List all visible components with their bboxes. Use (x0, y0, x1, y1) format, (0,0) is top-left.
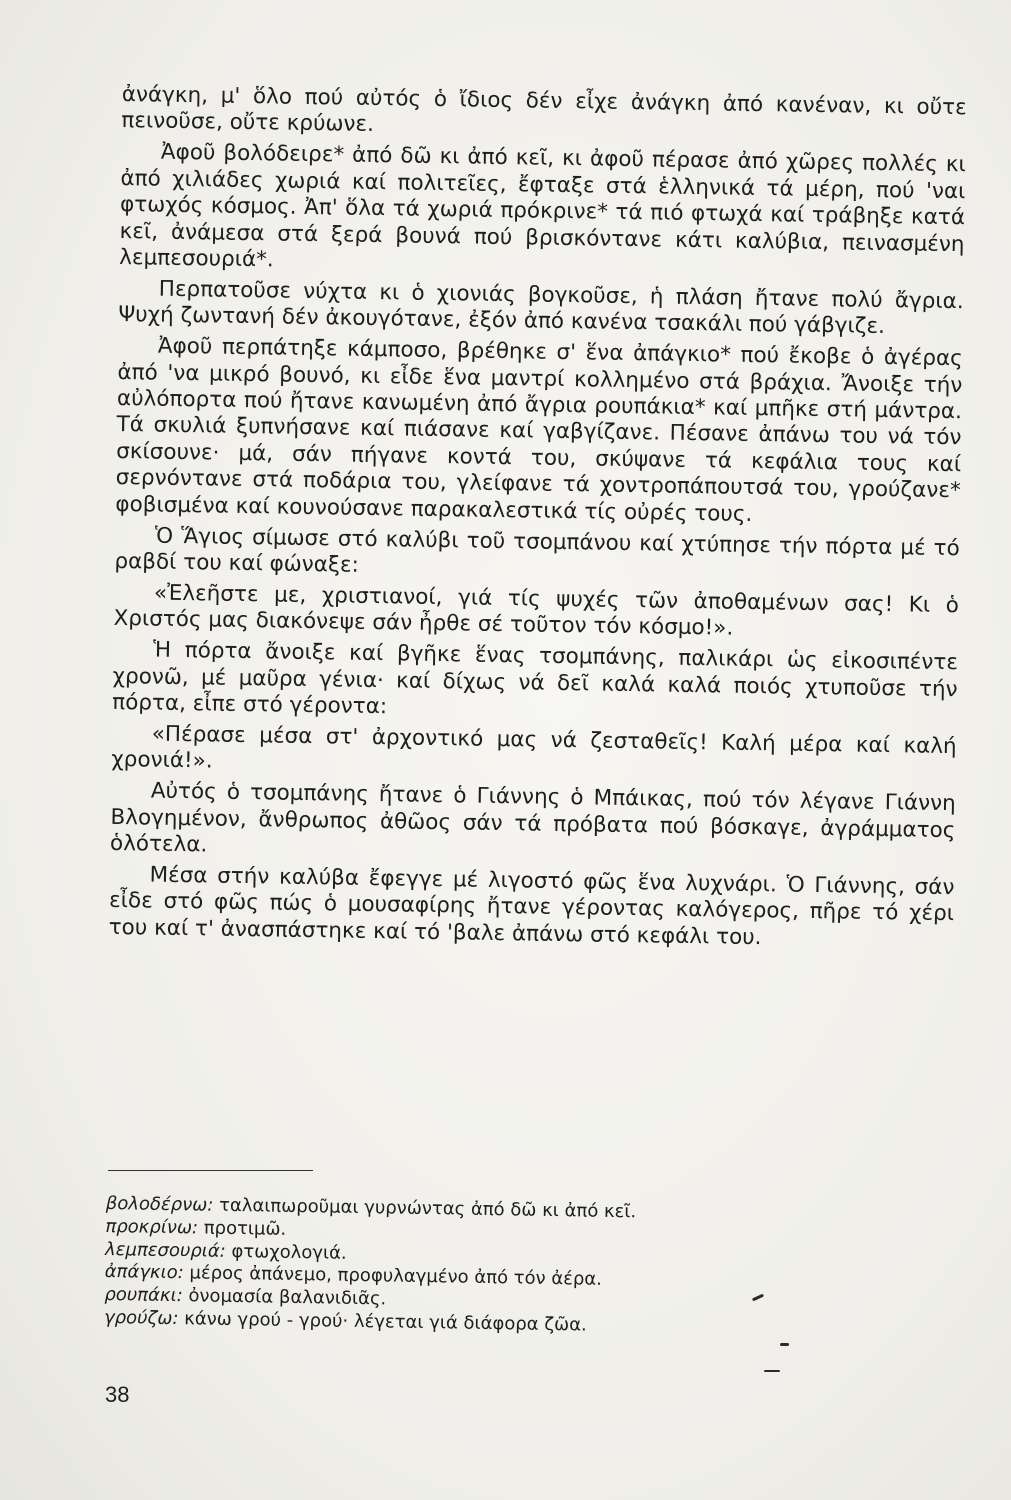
paragraph-quote: «Πέρασε μέσα στ' ἀρχοντικό μας νά ζεσταθεῖς! Καλή μέρα καί καλή χρονιά!». (111, 721, 957, 774)
footnote-definition: ταλαιπωροῦμαι γυρνώντας ἀπό δῶ κι ἀπό κεῖ. (218, 1194, 637, 1223)
footnote-term: γρούζω: (103, 1306, 179, 1330)
footnote-term: λεμπεσουριά: (104, 1238, 226, 1262)
footnote-definition: μέρος ἀπάνεμο, προφυλαγμένο ἀπό τόν ἀέρα. (189, 1262, 603, 1291)
footnote-term: ἀπάγκιο: (104, 1261, 184, 1284)
footnote-definition: προτιμῶ. (203, 1217, 287, 1240)
footnote-definition: ὀνομασία βαλανιδιᾶς. (188, 1285, 387, 1310)
footnote-term: ρουπάκι: (104, 1284, 183, 1307)
ink-smudge (780, 1343, 789, 1346)
footnote-definition: φτωχολογιά. (231, 1240, 347, 1264)
paragraph: Ἡ πόρτα ἄνοιξε καί βγῆκε ἕνας τσομπάνης, παλικάρι ὡς εἰκοσιπέντε χρονῶ, μέ μαῦρα γένια· καί δίχως νά δεῖ καλά καλά ποιός χτυποῦσε τήν πόρτα, εἶπε στό γέροντα: (112, 637, 959, 720)
ink-smudge (764, 1370, 780, 1372)
paragraph: ἀνάγκη, μ' ὅλο πού αὐτός ὁ ἴδιος δέν εἶχε ἀνάγκη ἀπό κανέναν, κι οὔτε πεινοῦσε, οὔτε κρύωνε. (121, 82, 967, 138)
paragraph: Ἀφοῦ περπάτηξε κάμποσο, βρέθηκε σ' ἕνα ἀπάγκιο* πού ἔκοβε ὁ ἀγέρας ἀπό 'να μικρό βουνό, κι εἶδε ἕνα μαντρί κολλημένο στά βράχια. Ἄνοιξε τήν αὐλόπορτα πού ἤτανε κανωμένη ἀπό ἄγρια ρουπάκια* καί μπῆκε στή μάντρα. Τά σκυλιά ξυπνήσανε καί πιάσανε καί γαβγίζανε. Πέσανε ἀπάνω του νά τόν σκίσουνε· μά, σάν πήγανε κοντά του, σκύψανε τά κεφάλια τους καί σερνόντανε στά ποδάρια του, γλείφανε τά χοντροπάπουτσά του, γρούζανε* φοβισμένα καί κουνούσανε παρακαλεστικά τίς οὐρές τους. (115, 333, 963, 527)
footnote-definition: κάνω γρού - γρού· λέγεται γιά διάφορα ζῶα. (184, 1308, 587, 1336)
footnote-divider (108, 1170, 313, 1171)
footnote-term: προκρίνω: (105, 1215, 199, 1239)
footnote-term: βολοδέρνω: (105, 1193, 214, 1216)
page-number: 38 (105, 1382, 130, 1407)
paragraph-quote: «Ἐλεῆστε με, χριστιανοί, γιά τίς ψυχές τῶν ἀποθαμένων σας! Κι ὁ Χριστός μας διακόνεψε σάν ἦρθε σέ τοῦτον τόν κόσμο!». (113, 580, 960, 641)
main-text (108, 82, 966, 959)
paragraph: Ἀφοῦ βολόδειρε* ἀπό δῶ κι ἀπό κεῖ, κι ἀφοῦ πέρασε ἀπό χῶρες πολλές κι ἀπό χιλιάδες χωριά καί πολιτεῖες, ἔφταξε στά ἑλληνικά τά μέρη, πού 'ναι φτωχός κόσμος. Ἀπ' ὅλα τά χωριά πρόκρινε* τά πιό φτωχά καί τράβηξε κατά κεῖ, ἀνάμεσα στά ξερά βουνά πού βρισκόντανε κάτι καλύβια, πεινασμένη λεμπεσουριά*. (119, 139, 966, 273)
paragraph: Αὐτός ὁ τσομπάνης ἤτανε ὁ Γιάννης ὁ Μπάικας, πού τόν λέγανε Γιάννη Βλογημένον, ἄνθρωπος ἀθῶος σάν τά πρόβατα πού βόσκαγε, ἀγράμματος ὁλότελα. (109, 778, 956, 858)
paragraph: Ὁ Ἅγιος σίμωσε στό καλύβι τοῦ τσομπάνου καί χτύπησε τήν πόρτα μέ τό ραβδί του καί φώναξε: (114, 523, 960, 578)
paragraph: Μέσα στήν καλύβα ἔφεγγε μέ λιγοστό φῶς ἕνα λυχνάρι. Ὁ Γιάννης, σάν εἶδε στό φῶς πώς ὁ μουσαφίρης ἤτανε γέροντας καλόγερος, πῆρε τό χέρι του καί τ' ἀνασπάστηκε καί τό 'βαλε ἀπάνω στό κεφάλι του. (108, 862, 955, 950)
paragraph: Περπατοῦσε νύχτα κι ὁ χιονιάς βογκοῦσε, ἡ πλάση ἤτανε πολύ ἄγρια. Ψυχή ζωντανή δέν ἀκουγότανε, ἐξόν ἀπό κανένα τσακάλι πού γάβγιζε. (118, 276, 964, 340)
footnotes (104, 1193, 866, 1342)
